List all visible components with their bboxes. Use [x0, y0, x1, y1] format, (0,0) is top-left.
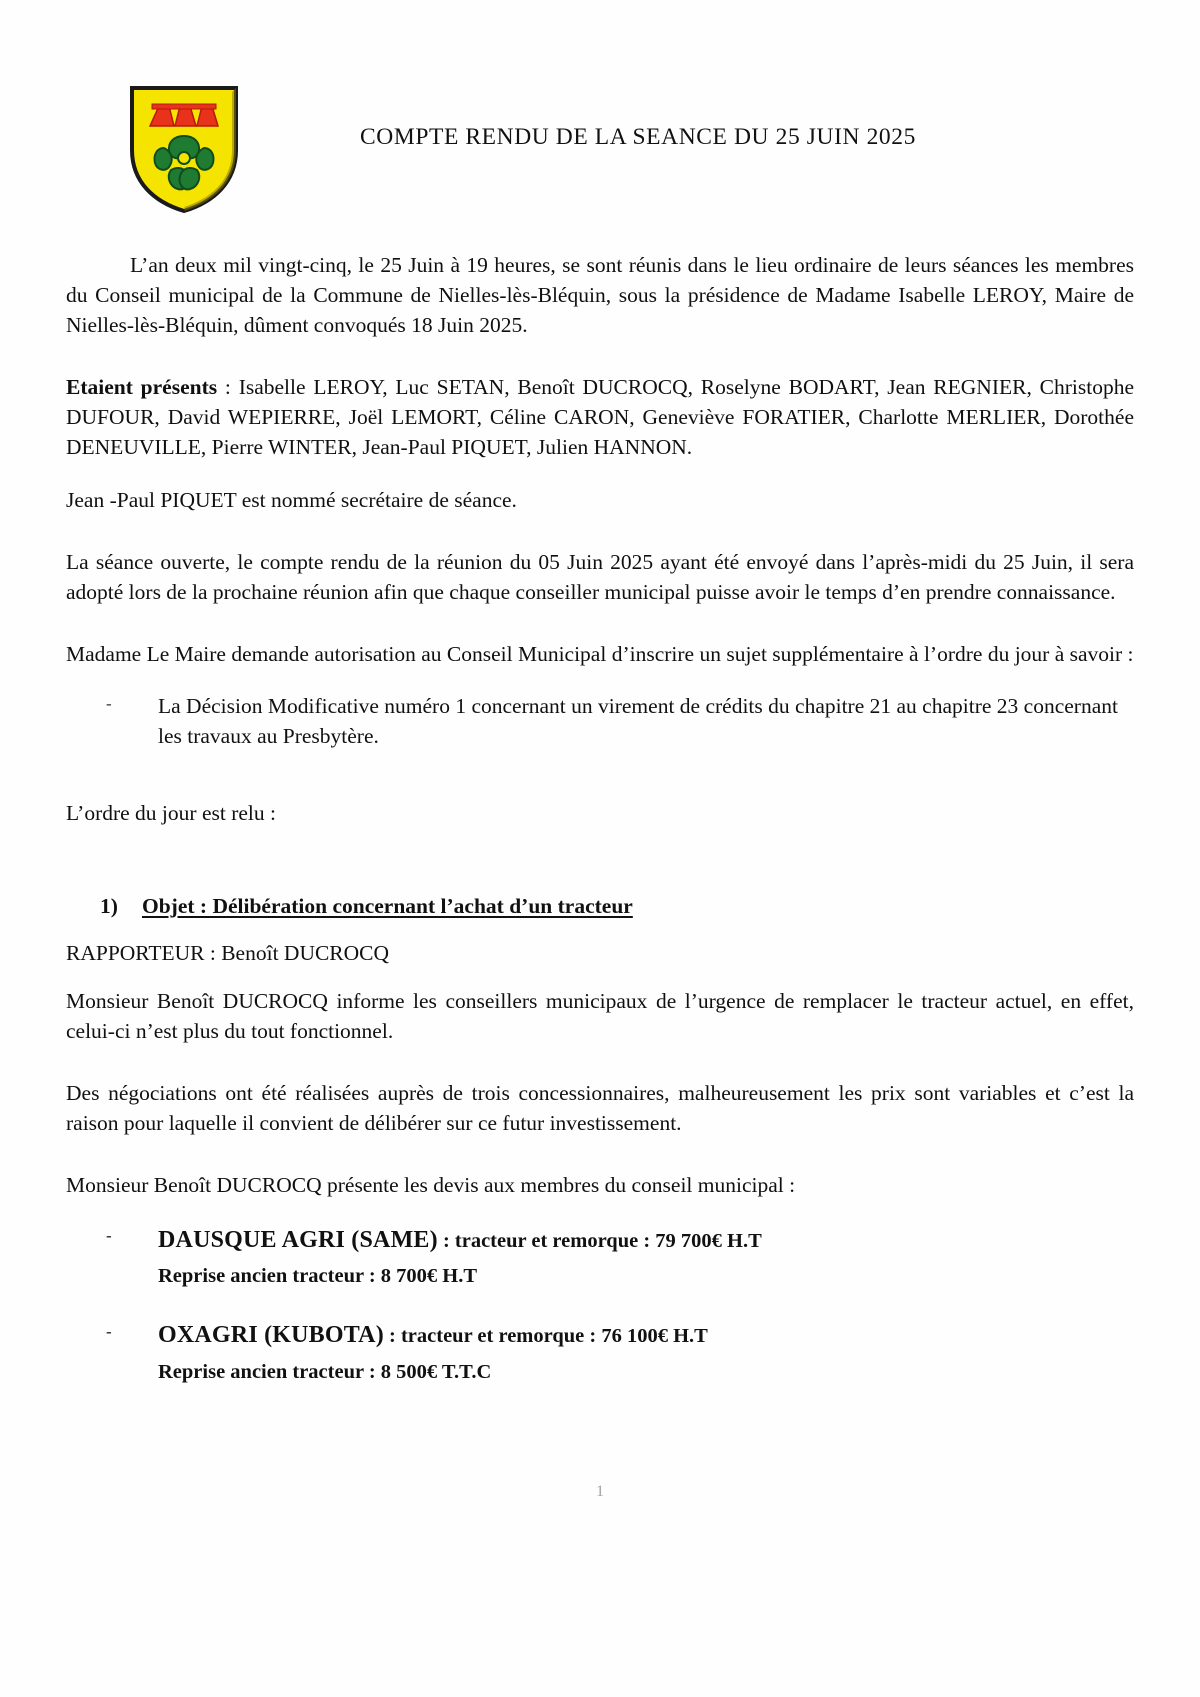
paragraph-mayor-request: Madame Le Maire demande autorisation au Conseil Municipal d’inscrire un sujet supplémentaire à l’ordre du jour à savoir : [66, 641, 1134, 666]
spacer [66, 772, 1134, 798]
quote-tradein: Reprise ancien tracteur : 8 700€ H.T [158, 1265, 478, 1288]
dash-bullet-icon: - [106, 693, 112, 713]
paragraph-agenda-reread: L’ordre du jour est relu : [66, 800, 276, 825]
coat-of-arms-icon [128, 84, 240, 214]
list-item [100, 691, 1134, 752]
quotes-list [66, 1223, 1134, 1388]
section-number: 1) [100, 894, 118, 919]
list-item-label: La Décision Modificative numéro 1 concernant un virement de crédits du chapitre 21 au chapitre 23 concernant les travaux au Presbytère. [158, 693, 1118, 749]
document-header [0, 62, 1200, 242]
page-number: 1 [596, 1483, 604, 1500]
paragraph-secretary: Jean ‑Paul PIQUET est nommé secrétaire de séance. [66, 487, 517, 512]
paragraph-minutes-note: La séance ouverte, le compte rendu de la réunion du 05 Juin 2025 ayant été envoyé dans l’après‑midi du 25 Juin, il sera adopté lors de la prochaine réunion afin que chaque conseiller municipal puisse avoir le temps d’en prendre connaissance. [66, 549, 1134, 604]
attendees-label: Etaient présents [66, 375, 218, 400]
document-body [66, 250, 1134, 1414]
dash-bullet-icon: - [106, 1321, 112, 1341]
section-1-rapporteur: RAPPORTEUR : Benoît DUCROCQ [66, 941, 390, 966]
quote-detail: : tracteur et remorque : 76 100€ H.T [383, 1325, 708, 1348]
spacer [66, 1160, 1134, 1170]
dash-bullet-icon: - [106, 1226, 112, 1246]
spacer [66, 629, 1134, 639]
paragraph-attendees [66, 372, 1134, 462]
attendees-list: : Isabelle LEROY, Luc SETAN, Benoît DUCROCQ, Roselyne BODART, Jean REGNIER, Christophe DUFOUR, David WEPIERRE, Joël LEMORT, Céline CARON, Geneviève FORATIER, Charlotte MERLIER, Dorothée DENEUVILLE, Pierre WINTER, Jean‑Paul PIQUET, Julien HANNON. [66, 375, 1134, 460]
spacer [66, 362, 1134, 372]
document-title: COMPTE RENDU DE LA SEANCE DU 25 JUIN 2025 [360, 124, 916, 150]
quote-vendor: OXAGRI (KUBOTA) [158, 1322, 384, 1349]
spacer [66, 1068, 1134, 1078]
quote-tradein: Reprise ancien tracteur : 8 500€ T.T.C [158, 1360, 492, 1383]
quote-detail: : tracteur et remorque : 79 700€ H.T [437, 1229, 762, 1252]
section-1-paragraph-2: Des négociations ont été réalisées auprès de trois concessionnaires, malheureusement les prix sont variables et c’est la raison pour laquelle il convient de délibérer sur ce futur investissement. [66, 1081, 1134, 1136]
paragraph-opening: L’an deux mil vingt‑cinq, le 25 Juin à 19 heures, se sont réunis dans le lieu ordinaire de leurs séances les membres du Conseil municipal de la Commune de Nielles‑lès‑Bléquin, sous la présidence de Madame Isabelle LEROY, Maire de Nielles‑lès‑Bléquin, dûment convoqués 18 Juin 2025. [66, 253, 1134, 338]
section-1-paragraph-1: Monsieur Benoît DUCROCQ informe les conseillers municipaux de l’urgence de remplacer le tracteur actuel, en effet, celui‑ci n’est plus du tout fonctionnel. [66, 989, 1134, 1044]
quote-vendor: DAUSQUE AGRI (SAME) [158, 1226, 438, 1253]
extra-agenda-list [66, 691, 1134, 752]
section-1-paragraph-3: Monsieur Benoît DUCROCQ présente les devis aux membres du conseil municipal : [66, 1173, 796, 1198]
section-title: Objet : Délibération concernant l’achat d’un tracteur [142, 894, 633, 919]
list-item [100, 1223, 1134, 1293]
spacer [66, 537, 1134, 547]
spacer [66, 850, 1134, 894]
section-1-heading [100, 894, 1134, 919]
list-item [100, 1318, 1134, 1388]
